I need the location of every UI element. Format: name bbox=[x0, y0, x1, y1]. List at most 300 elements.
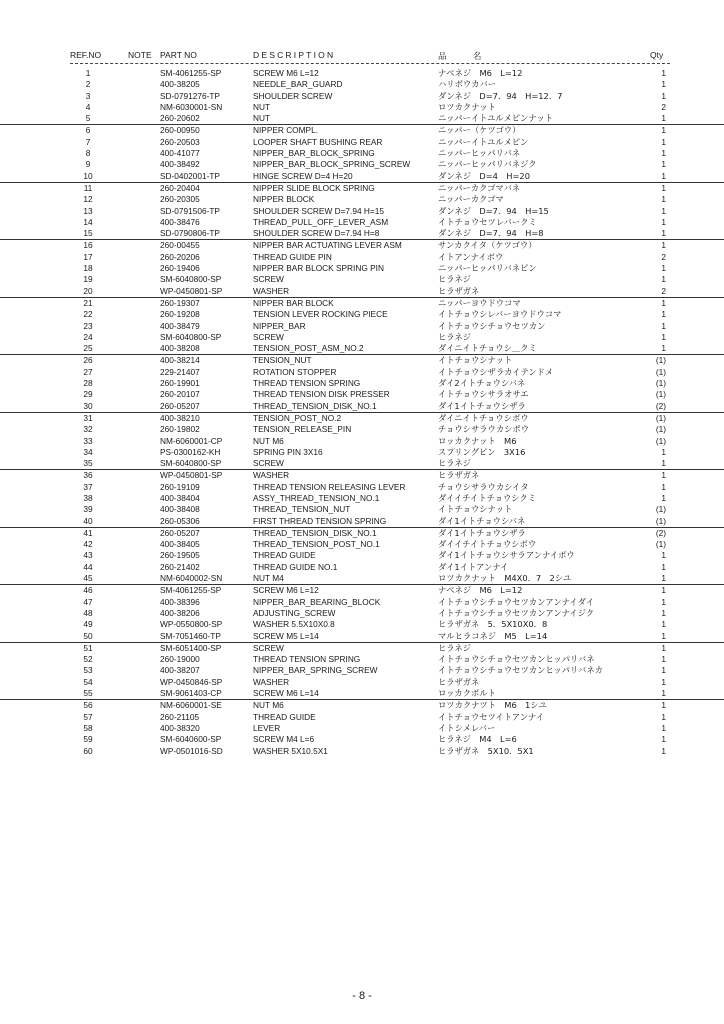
qty-cell: 1 bbox=[661, 79, 666, 90]
name-jp-cell: ダンネジ D=4 H=20 bbox=[438, 170, 530, 181]
part-no-cell: SD-0790806-TP bbox=[160, 228, 220, 239]
ref-no-cell: 47 bbox=[83, 596, 93, 607]
ref-no-cell: 49 bbox=[83, 619, 93, 630]
ref-no-cell: 30 bbox=[83, 400, 93, 411]
description-cell: LOOPER SHAFT BUSHING REAR bbox=[253, 136, 383, 147]
description-cell: HINGE SCREW D=4 H=20 bbox=[253, 170, 353, 181]
name-jp-cell: ニッパーカクゴマバネ bbox=[438, 182, 521, 193]
part-no-cell: 400-38208 bbox=[160, 343, 200, 354]
description-cell: THREAD GUIDE bbox=[253, 550, 316, 561]
part-no-cell: 400-38210 bbox=[160, 412, 200, 423]
qty-cell: 1 bbox=[661, 205, 666, 216]
ref-no-cell: 9 bbox=[85, 159, 91, 170]
table-row bbox=[0, 286, 724, 297]
table-row bbox=[0, 412, 724, 424]
part-no-cell: 260-20503 bbox=[160, 136, 200, 147]
description-cell: NUT bbox=[253, 101, 271, 112]
part-no-cell: 260-19000 bbox=[160, 654, 200, 665]
name-jp-cell: ロツカクナット M4X0．7 2シユ bbox=[438, 573, 572, 584]
name-jp-cell: ナベネジ M6 L=12 bbox=[438, 68, 523, 78]
part-no-cell: 260-20305 bbox=[160, 194, 200, 205]
ref-no-cell: 22 bbox=[83, 309, 93, 320]
part-no-cell: 260-21105 bbox=[160, 711, 200, 722]
name-jp-cell: ヒラザガネ bbox=[438, 676, 480, 687]
table-row bbox=[0, 447, 724, 458]
description-cell: NUT M6 bbox=[253, 435, 284, 446]
name-jp-cell: ダイ1イトチョウシバネ bbox=[438, 515, 526, 526]
part-no-cell: 260-19802 bbox=[160, 424, 200, 435]
table-row bbox=[0, 309, 724, 320]
header-description: DESCRIPTION bbox=[253, 50, 336, 60]
description-cell: THREAD TENSION DISK PRESSER bbox=[253, 389, 390, 400]
description-cell: NIPPER_BAR_SPRING_SCREW bbox=[253, 665, 378, 676]
table-row bbox=[0, 654, 724, 665]
part-no-cell: WP-0550800-SP bbox=[160, 619, 223, 630]
name-jp-cell: ダイニイトチョウシ＿クミ bbox=[438, 343, 537, 354]
qty-cell: (1) bbox=[655, 539, 666, 550]
name-jp-cell: ヒラザガネ bbox=[438, 285, 480, 296]
name-jp-cell: サンカクイタ（ケツゴウ） bbox=[438, 240, 537, 251]
description-cell: NIPPER_BAR_BLOCK_SPRING bbox=[253, 148, 375, 159]
description-cell: SHOULDER SCREW D=7.94 H=8 bbox=[253, 228, 380, 239]
name-jp-cell: チョウシサラウカシボウ bbox=[438, 424, 530, 435]
ref-no-cell: 46 bbox=[83, 585, 93, 596]
ref-no-cell: 15 bbox=[83, 228, 93, 239]
name-jp-cell: ダンネジ D=7．94 H=8 bbox=[438, 228, 544, 239]
qty-cell: 2 bbox=[661, 285, 666, 296]
qty-cell: 1 bbox=[661, 642, 666, 653]
name-jp-cell: ダンネジ D=7．94 H=15 bbox=[438, 205, 549, 216]
part-no-cell: 400-38207 bbox=[160, 665, 200, 676]
qty-cell: 1 bbox=[661, 734, 666, 745]
ref-no-cell: 14 bbox=[83, 216, 93, 227]
ref-no-cell: 4 bbox=[85, 101, 91, 112]
part-no-cell: 260-20404 bbox=[160, 182, 200, 193]
description-cell: NIPPER BAR ACTUATING LEVER ASM bbox=[253, 240, 402, 251]
description-cell: NIPPER_BAR_BEARING_BLOCK bbox=[253, 596, 381, 607]
name-jp-cell: ダイニイトチョウシボウ bbox=[438, 412, 529, 423]
part-no-cell: 260-00950 bbox=[160, 125, 200, 136]
name-jp-cell: イトチョウシナット bbox=[438, 355, 513, 366]
table-row bbox=[0, 252, 724, 263]
table-row bbox=[0, 746, 724, 757]
table-row bbox=[0, 584, 724, 596]
qty-cell: 1 bbox=[661, 113, 666, 124]
table-row bbox=[0, 550, 724, 561]
name-jp-cell: ニッパーイトユルメピンナット bbox=[438, 113, 554, 124]
table-row bbox=[0, 332, 724, 343]
part-no-cell: SD-0402001-TP bbox=[160, 170, 220, 181]
part-no-cell: 260-20602 bbox=[160, 113, 200, 124]
ref-no-cell: 41 bbox=[83, 527, 93, 538]
name-jp-cell: ダンネジ D=7．94 H=12．7 bbox=[438, 90, 563, 101]
table-row bbox=[0, 274, 724, 285]
header-ref-no: REF.NO bbox=[70, 50, 102, 60]
qty-cell: (1) bbox=[655, 366, 666, 377]
description-cell: WASHER 5X10.5X1 bbox=[253, 745, 328, 756]
qty-cell: 1 bbox=[661, 654, 666, 665]
table-row bbox=[0, 573, 724, 584]
description-cell: THREAD TENSION SPRING bbox=[253, 654, 361, 665]
ref-no-cell: 50 bbox=[83, 630, 93, 641]
table-row bbox=[0, 206, 724, 217]
name-jp-cell: ロッカクナット M6 bbox=[438, 435, 517, 446]
name-jp-cell: ニッパーヒッパリバネジク bbox=[438, 159, 537, 170]
table-row bbox=[0, 504, 724, 515]
table-row bbox=[0, 469, 724, 481]
description-cell: THREAD GUIDE NO.1 bbox=[253, 561, 338, 572]
qty-cell: 1 bbox=[661, 665, 666, 676]
qty-cell: 1 bbox=[661, 561, 666, 572]
table-row bbox=[0, 493, 724, 504]
part-no-cell: SM-6051400-SP bbox=[160, 642, 222, 653]
ref-no-cell: 56 bbox=[83, 700, 93, 711]
ref-no-cell: 3 bbox=[85, 90, 91, 101]
description-cell: SPRING PIN 3X16 bbox=[253, 446, 323, 457]
name-jp-cell: イトチョウセツイトアンナイ bbox=[438, 711, 545, 722]
qty-cell: (1) bbox=[655, 515, 666, 526]
part-no-cell: 260-21402 bbox=[160, 561, 200, 572]
table-row bbox=[0, 665, 724, 676]
header-part-no: PART NO bbox=[160, 50, 197, 60]
qty-cell: 1 bbox=[661, 492, 666, 503]
page-number: - 8 - bbox=[352, 990, 372, 1002]
description-cell: WASHER bbox=[253, 676, 290, 687]
name-jp-cell: ヒラザガネ bbox=[438, 470, 480, 481]
ref-no-cell: 21 bbox=[83, 297, 93, 308]
table-row bbox=[0, 597, 724, 608]
name-jp-cell: ヒラネジ bbox=[438, 274, 471, 285]
qty-cell: (1) bbox=[655, 389, 666, 400]
table-row bbox=[0, 113, 724, 124]
part-no-cell: 400-38492 bbox=[160, 159, 200, 170]
qty-cell: 1 bbox=[661, 688, 666, 699]
qty-cell: 1 bbox=[661, 458, 666, 469]
table-row bbox=[0, 137, 724, 148]
ref-no-cell: 1 bbox=[85, 68, 91, 78]
table-row bbox=[0, 424, 724, 435]
ref-no-cell: 6 bbox=[85, 125, 91, 136]
description-cell: NIPPER BLOCK bbox=[253, 194, 315, 205]
part-no-cell: PS-0300162-KH bbox=[160, 446, 221, 457]
part-no-cell: 400-38214 bbox=[160, 355, 200, 366]
header-divider bbox=[70, 63, 670, 64]
qty-cell: 1 bbox=[661, 216, 666, 227]
ref-no-cell: 48 bbox=[83, 607, 93, 618]
ref-no-cell: 29 bbox=[83, 389, 93, 400]
qty-cell: 1 bbox=[661, 481, 666, 492]
name-jp-cell: ダイ1イトアンナイ bbox=[438, 561, 509, 572]
table-row bbox=[0, 354, 724, 366]
part-no-cell: WP-0450846-SP bbox=[160, 676, 223, 687]
description-cell: SCREW M5 L=14 bbox=[253, 630, 319, 641]
description-cell: SHOULDER SCREW D=7.94 H=15 bbox=[253, 205, 384, 216]
part-no-cell: 400-38404 bbox=[160, 492, 200, 503]
qty-cell: 1 bbox=[661, 148, 666, 159]
description-cell: TENSION_NUT bbox=[253, 355, 312, 366]
part-no-cell: SM-6040800-SP bbox=[160, 274, 222, 285]
description-cell: NUT M6 bbox=[253, 700, 284, 711]
table-row bbox=[0, 527, 724, 539]
ref-no-cell: 17 bbox=[83, 251, 93, 262]
qty-cell: (1) bbox=[655, 378, 666, 389]
description-cell: NEEDLE_BAR_GUARD bbox=[253, 79, 343, 90]
ref-no-cell: 40 bbox=[83, 515, 93, 526]
description-cell: THREAD GUIDE PIN bbox=[253, 251, 332, 262]
description-cell: ADJUSTING_SCREW bbox=[253, 607, 336, 618]
part-no-cell: 260-20107 bbox=[160, 389, 200, 400]
name-jp-cell: ダイ1イトチョウシサラアンナイボウ bbox=[438, 550, 575, 561]
ref-no-cell: 37 bbox=[83, 481, 93, 492]
ref-no-cell: 33 bbox=[83, 435, 93, 446]
name-jp-cell: ダイイチイトチョウシボウ bbox=[438, 539, 537, 550]
part-no-cell: 260-19307 bbox=[160, 297, 200, 308]
table-row bbox=[0, 699, 724, 711]
description-cell: THREAD TENSION RELEASING LEVER bbox=[253, 481, 406, 492]
name-jp-cell: ナベネジ M6 L=12 bbox=[438, 585, 523, 596]
description-cell: TENSION LEVER ROCKING PIECE bbox=[253, 309, 388, 320]
part-no-cell: 260-00455 bbox=[160, 240, 200, 251]
parts-table bbox=[0, 68, 724, 757]
table-row bbox=[0, 182, 724, 194]
description-cell: ASSY_THREAD_TENSION_NO.1 bbox=[253, 492, 380, 503]
description-cell: THREAD_TENSION_POST_NO.1 bbox=[253, 539, 380, 550]
description-cell: WASHER 5.5X10X0.8 bbox=[253, 619, 335, 630]
qty-cell: 1 bbox=[661, 596, 666, 607]
qty-cell: 1 bbox=[661, 170, 666, 181]
part-no-cell: SD-0791276-TP bbox=[160, 90, 220, 101]
description-cell: NIPPER BAR BLOCK bbox=[253, 297, 334, 308]
description-cell: THREAD_TENSION_NUT bbox=[253, 504, 351, 515]
description-cell: SCREW bbox=[253, 458, 284, 469]
header-name-jp: 品 名 bbox=[438, 51, 494, 61]
table-row bbox=[0, 171, 724, 182]
ref-no-cell: 58 bbox=[83, 722, 93, 733]
description-cell: SCREW bbox=[253, 642, 284, 653]
ref-no-cell: 35 bbox=[83, 458, 93, 469]
ref-no-cell: 31 bbox=[83, 412, 93, 423]
part-no-cell: WP-0450801-SP bbox=[160, 470, 223, 481]
part-no-cell: NM-6060001-CP bbox=[160, 435, 223, 446]
table-row bbox=[0, 712, 724, 723]
qty-cell: 1 bbox=[661, 320, 666, 331]
description-cell: THREAD_PULL_OFF_LEVER_ASM bbox=[253, 216, 389, 227]
description-cell: SHOULDER SCREW bbox=[253, 90, 333, 101]
qty-cell: 1 bbox=[661, 585, 666, 596]
ref-no-cell: 19 bbox=[83, 274, 93, 285]
table-row bbox=[0, 263, 724, 274]
name-jp-cell: ヒラネジ M4 L=6 bbox=[438, 734, 517, 745]
qty-cell: 1 bbox=[661, 573, 666, 584]
name-jp-cell: ヒラザガネ 5．5X10X0．8 bbox=[438, 619, 548, 630]
name-jp-cell: マルヒラコネジ M5 L=14 bbox=[438, 630, 548, 641]
name-jp-cell: ニッパーイトユルメピン bbox=[438, 136, 529, 147]
name-jp-cell: イトチョウシチョウセツカンアンナイダイ bbox=[438, 596, 595, 607]
description-cell: NIPPER COMPL. bbox=[253, 125, 319, 136]
part-no-cell: SM-6040800-SP bbox=[160, 458, 222, 469]
table-row bbox=[0, 677, 724, 688]
table-row bbox=[0, 102, 724, 113]
qty-cell: 1 bbox=[661, 343, 666, 354]
description-cell: TENSION_POST_NO.2 bbox=[253, 412, 342, 423]
part-no-cell: 400-38205 bbox=[160, 79, 200, 90]
part-no-cell: 400-38479 bbox=[160, 320, 200, 331]
qty-cell: 1 bbox=[661, 263, 666, 274]
part-no-cell: 400-38476 bbox=[160, 216, 200, 227]
qty-cell: 1 bbox=[661, 159, 666, 170]
qty-cell: (1) bbox=[655, 435, 666, 446]
header-note: NOTE bbox=[128, 50, 152, 60]
ref-no-cell: 12 bbox=[83, 194, 93, 205]
ref-no-cell: 24 bbox=[83, 331, 93, 342]
part-no-cell: NM-6060001-SE bbox=[160, 700, 222, 711]
qty-cell: 2 bbox=[661, 251, 666, 262]
part-no-cell: 229-21407 bbox=[160, 366, 200, 377]
qty-cell: 2 bbox=[661, 101, 666, 112]
table-row bbox=[0, 539, 724, 550]
ref-no-cell: 55 bbox=[83, 688, 93, 699]
name-jp-cell: スプリングピン 3X16 bbox=[438, 446, 526, 457]
qty-cell: 1 bbox=[661, 228, 666, 239]
name-jp-cell: ニッパーヒッパリバネ bbox=[438, 148, 521, 159]
table-row bbox=[0, 631, 724, 642]
table-row bbox=[0, 436, 724, 447]
part-no-cell: 400-38405 bbox=[160, 539, 200, 550]
qty-cell: 1 bbox=[661, 711, 666, 722]
qty-cell: (1) bbox=[655, 504, 666, 515]
description-cell: TENSION_RELEASE_PIN bbox=[253, 424, 352, 435]
part-no-cell: SM-4061255-SP bbox=[160, 585, 222, 596]
table-row bbox=[0, 642, 724, 654]
table-row bbox=[0, 734, 724, 745]
name-jp-cell: イトチョウシチョウセツカンアンナイジク bbox=[438, 607, 595, 618]
part-no-cell: 260-19406 bbox=[160, 263, 200, 274]
part-no-cell: 260-20206 bbox=[160, 251, 200, 262]
table-row bbox=[0, 723, 724, 734]
ref-no-cell: 13 bbox=[83, 205, 93, 216]
table-row bbox=[0, 458, 724, 469]
table-row bbox=[0, 91, 724, 102]
table-row bbox=[0, 297, 724, 309]
description-cell: LEVER bbox=[253, 722, 281, 733]
part-no-cell: NM-6040002-SN bbox=[160, 573, 223, 584]
description-cell: NIPPER_BAR_BLOCK_SPRING_SCREW bbox=[253, 159, 411, 170]
table-row bbox=[0, 619, 724, 630]
qty-cell: 1 bbox=[661, 297, 666, 308]
description-cell: SCREW bbox=[253, 274, 284, 285]
description-cell: THREAD TENSION SPRING bbox=[253, 378, 361, 389]
ref-no-cell: 52 bbox=[83, 654, 93, 665]
part-no-cell: 400-41077 bbox=[160, 148, 200, 159]
name-jp-cell: イトチョウセツレバークミ bbox=[438, 216, 537, 227]
description-cell: THREAD GUIDE bbox=[253, 711, 316, 722]
part-no-cell: 260-19505 bbox=[160, 550, 200, 561]
name-jp-cell: イトチョウシサラオサエ bbox=[438, 389, 529, 400]
ref-no-cell: 59 bbox=[83, 734, 93, 745]
table-row bbox=[0, 516, 724, 527]
name-jp-cell: イトアンナイボウ bbox=[438, 251, 504, 262]
ref-no-cell: 60 bbox=[83, 745, 93, 756]
description-cell: SCREW M4 L=6 bbox=[253, 734, 315, 745]
part-no-cell: SM-6040600-SP bbox=[160, 734, 222, 745]
ref-no-cell: 10 bbox=[83, 170, 93, 181]
description-cell: ROTATION STOPPER bbox=[253, 366, 337, 377]
ref-no-cell: 42 bbox=[83, 539, 93, 550]
part-no-cell: SM-7051460-TP bbox=[160, 630, 221, 641]
qty-cell: 1 bbox=[661, 676, 666, 687]
ref-no-cell: 11 bbox=[83, 182, 93, 193]
ref-no-cell: 57 bbox=[83, 711, 93, 722]
name-jp-cell: ヒラネジ bbox=[438, 458, 471, 469]
name-jp-cell: ダイイチイトチョウシクミ bbox=[438, 492, 536, 503]
qty-cell: 1 bbox=[661, 309, 666, 320]
description-cell: WASHER bbox=[253, 470, 290, 481]
qty-cell: 1 bbox=[661, 331, 666, 342]
ref-no-cell: 5 bbox=[85, 113, 91, 124]
description-cell: NIPPER BAR BLOCK SPRING PIN bbox=[253, 263, 384, 274]
qty-cell: (1) bbox=[655, 424, 666, 435]
ref-no-cell: 36 bbox=[83, 470, 93, 481]
qty-cell: 1 bbox=[661, 619, 666, 630]
ref-no-cell: 16 bbox=[83, 240, 93, 251]
ref-no-cell: 25 bbox=[83, 343, 93, 354]
ref-no-cell: 39 bbox=[83, 504, 93, 515]
part-no-cell: WP-0501016-SD bbox=[160, 745, 223, 756]
name-jp-cell: ヒラネジ bbox=[438, 331, 471, 342]
name-jp-cell: イトチョウシナット bbox=[438, 504, 513, 515]
qty-cell: 1 bbox=[661, 446, 666, 457]
part-no-cell: SD-0791506-TP bbox=[160, 205, 220, 216]
name-jp-cell: イトチョウシチョウセツカンヒッパリバネカ bbox=[438, 665, 603, 676]
part-no-cell: 260-05207 bbox=[160, 527, 200, 538]
description-cell: SCREW M6 L=12 bbox=[253, 585, 319, 596]
ref-no-cell: 18 bbox=[83, 263, 93, 274]
description-cell: THREAD_TENSION_DISK_NO.1 bbox=[253, 400, 377, 411]
part-no-cell: SM-9061403-CP bbox=[160, 688, 222, 699]
name-jp-cell: イトチョウシチョウセツカン bbox=[438, 320, 546, 331]
ref-no-cell: 26 bbox=[83, 355, 93, 366]
ref-no-cell: 45 bbox=[83, 573, 93, 584]
description-cell: SCREW bbox=[253, 331, 284, 342]
table-row bbox=[0, 401, 724, 412]
ref-no-cell: 38 bbox=[83, 492, 93, 503]
qty-cell: 1 bbox=[661, 745, 666, 756]
ref-no-cell: 7 bbox=[85, 136, 91, 147]
name-jp-cell: ニッパーヨウドウコマ bbox=[438, 297, 521, 308]
part-no-cell: 260-19109 bbox=[160, 481, 200, 492]
qty-cell: 1 bbox=[661, 90, 666, 101]
description-cell: SCREW M6 L=14 bbox=[253, 688, 319, 699]
ref-no-cell: 54 bbox=[83, 676, 93, 687]
qty-cell: (2) bbox=[655, 400, 666, 411]
description-cell: THREAD_TENSION_DISK_NO.1 bbox=[253, 527, 377, 538]
table-row bbox=[0, 239, 724, 251]
name-jp-cell: イトチョウシレバーヨウドウコマ bbox=[438, 309, 562, 320]
table-row bbox=[0, 321, 724, 332]
qty-cell: (1) bbox=[655, 355, 666, 366]
name-jp-cell: ダイ2イトチョウシバネ bbox=[438, 378, 526, 389]
ref-no-cell: 32 bbox=[83, 424, 93, 435]
ref-no-cell: 44 bbox=[83, 561, 93, 572]
description-cell: SCREW M6 L=12 bbox=[253, 68, 319, 78]
qty-cell: 1 bbox=[661, 274, 666, 285]
name-jp-cell: ダイ1イトチョウシザラ bbox=[438, 527, 526, 538]
name-jp-cell: ロッカクボルト bbox=[438, 688, 496, 699]
name-jp-cell: ロツカクナット bbox=[438, 101, 496, 112]
part-no-cell: 260-19901 bbox=[160, 378, 200, 389]
table-row bbox=[0, 148, 724, 159]
ref-no-cell: 51 bbox=[83, 642, 93, 653]
